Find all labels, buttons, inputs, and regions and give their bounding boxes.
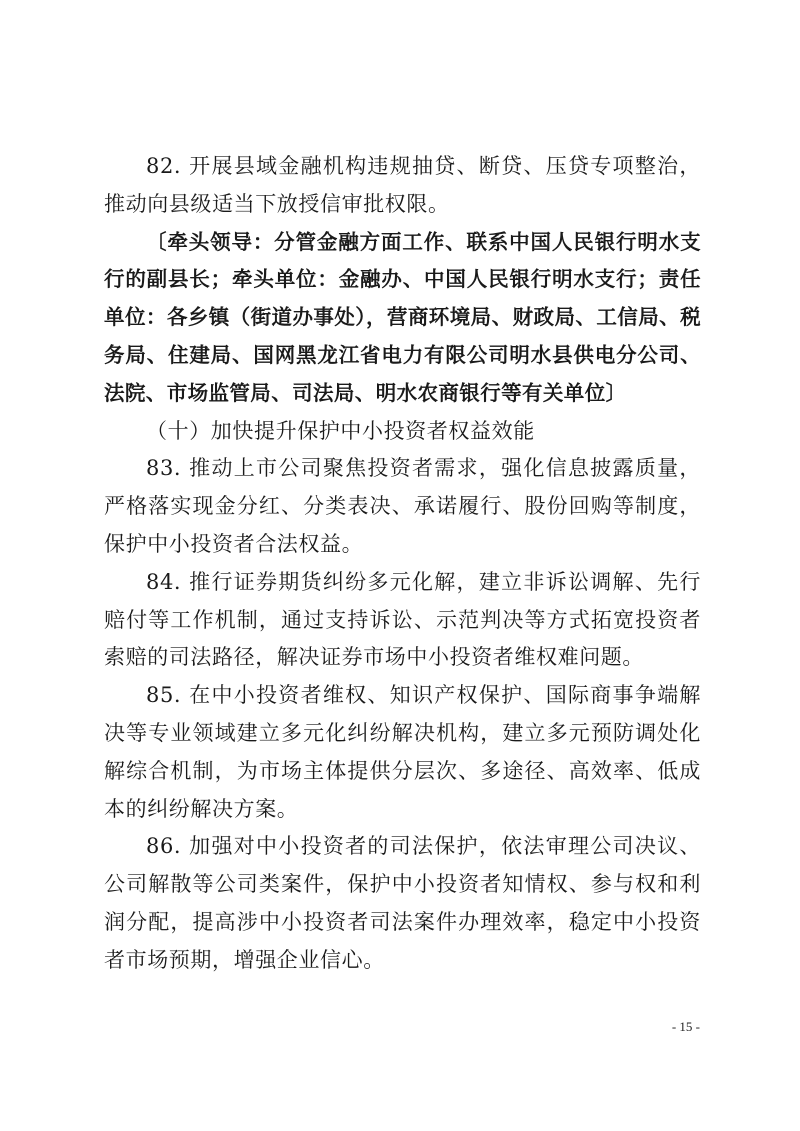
paragraph-82-responsibility: 〔牵头领导：分管金融方面工作、联系中国人民银行明水支行的副县长；牵头单位：金融办、中国人民银行明水支行；责任单位：各乡镇（街道办事处），营商环境局、财政局、工信局、税务局、住建局、国网黑龙江省电力有限公司明水县供电分公司、法院、市场监管局、司法局、明水农商银行等有关单位〕 [104, 229, 701, 405]
paragraph-82: 82. 开展县域金融机构违规抽贷、断贷、压贷专项整治，推动向县级适当下放授信审批权限。 [104, 154, 701, 216]
paragraph-85: 85. 在中小投资者维权、知识产权保护、国际商事争端解决等专业领域建立多元化纠纷解决机构，建立多元预防调处化解综合机制，为市场主体提供分层次、多途径、高效率、低成本的纠纷解决方案。 [104, 683, 701, 821]
page-number: - 15 - [671, 1019, 700, 1034]
paragraph-84: 84. 推行证券期货纠纷多元化解，建立非诉讼调解、先行赔付等工作机制，通过支持诉讼、示范判决等方式拓宽投资者索赔的司法路径，解决证券市场中小投资者维权难问题。 [104, 569, 701, 670]
document-body [104, 148, 701, 980]
section-heading-10: （十）加快提升保护中小投资者权益效能 [146, 418, 535, 443]
paragraph-83: 83. 推动上市公司聚焦投资者需求，强化信息披露质量，严格落实现金分红、分类表决、承诺履行、股份回购等制度，保护中小投资者合法权益。 [104, 456, 701, 556]
paragraph-86: 86. 加强对中小投资者的司法保护，依法审理公司决议、公司解散等公司类案件，保护中小投资者知情权、参与权和利润分配，提高涉中小投资者司法案件办理效率，稳定中小投资者市场预期，增强企业信心。 [104, 834, 701, 972]
